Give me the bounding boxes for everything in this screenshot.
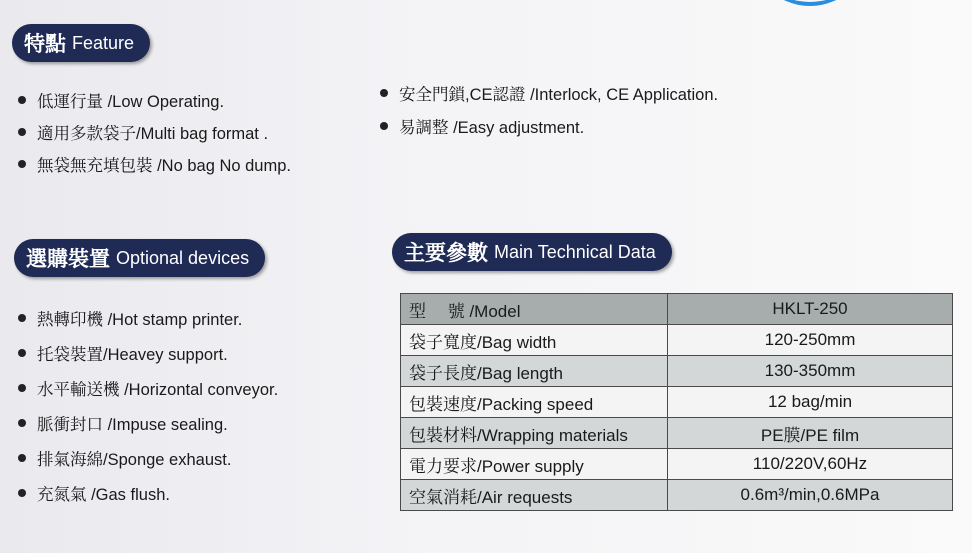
spec-key: 包裝材料/Wrapping materials [401,418,668,449]
table-row [401,480,953,511]
bullet-icon [18,454,26,462]
optional-heading-zh: 選購裝置 [26,247,110,271]
spec-value: 0.6m³/min,0.6MPa [668,480,953,511]
spec-key: 空氣消耗/Air requests [401,480,668,511]
spec-value: 12 bag/min [668,387,953,418]
technical-heading-zh: 主要參數 [404,241,488,265]
list-item: 安全門鎖,CE認證 /Interlock, CE Application. [380,76,718,109]
table-row [401,325,953,356]
table-row [401,449,953,480]
list-item: 熱轉印機 /Hot stamp printer. [18,300,278,335]
list-item: 無袋無充填包裝 /No bag No dump. [18,148,291,180]
decorative-arc [750,0,870,6]
spec-key: 電力要求/Power supply [401,449,668,480]
feature-heading [12,24,150,62]
spec-value: PE膜/PE film [668,418,953,449]
bullet-icon [18,489,26,497]
bullet-icon [18,349,26,357]
list-item: 適用多款袋子/Multi bag format . [18,116,291,148]
technical-data-table [400,293,953,511]
feature-heading-zh: 特點 [24,32,66,56]
list-item: 易調整 /Easy adjustment. [380,109,718,142]
technical-heading-en: Main Technical Data [494,241,656,262]
optional-devices-list [18,300,278,510]
spec-value: HKLT-250 [668,294,953,325]
list-item: 排氣海綿/Sponge exhaust. [18,440,278,475]
table-row [401,418,953,449]
list-item: 低運行量 /Low Operating. [18,84,291,116]
feature-list-right [380,76,718,142]
optional-heading-en: Optional devices [116,247,250,268]
bullet-icon [380,89,388,97]
spec-value: 120-250mm [668,325,953,356]
spec-value: 110/220V,60Hz [668,449,953,480]
spec-key: 袋子寬度/Bag width [401,325,668,356]
list-item: 脈衝封口 /Impuse sealing. [18,405,278,440]
optional-devices-heading [14,239,265,277]
technical-data-heading [392,233,672,271]
table-row [401,387,953,418]
bullet-icon [18,314,26,322]
list-item: 水平輸送機 /Horizontal conveyor. [18,370,278,405]
spec-value: 130-350mm [668,356,953,387]
bullet-icon [18,160,26,168]
bullet-icon [18,384,26,392]
list-item: 充氮氣 /Gas flush. [18,475,278,510]
bullet-icon [18,419,26,427]
feature-list-left [18,84,291,180]
feature-heading-en: Feature [72,32,135,53]
spec-key: 包裝速度/Packing speed [401,387,668,418]
table-row [401,294,953,325]
bullet-icon [380,122,388,130]
spec-key: 型 號 /Model [401,294,668,325]
spec-key: 袋子長度/Bag length [401,356,668,387]
bullet-icon [18,96,26,104]
list-item: 托袋裝置/Heavey support. [18,335,278,370]
table-row [401,356,953,387]
bullet-icon [18,128,26,136]
